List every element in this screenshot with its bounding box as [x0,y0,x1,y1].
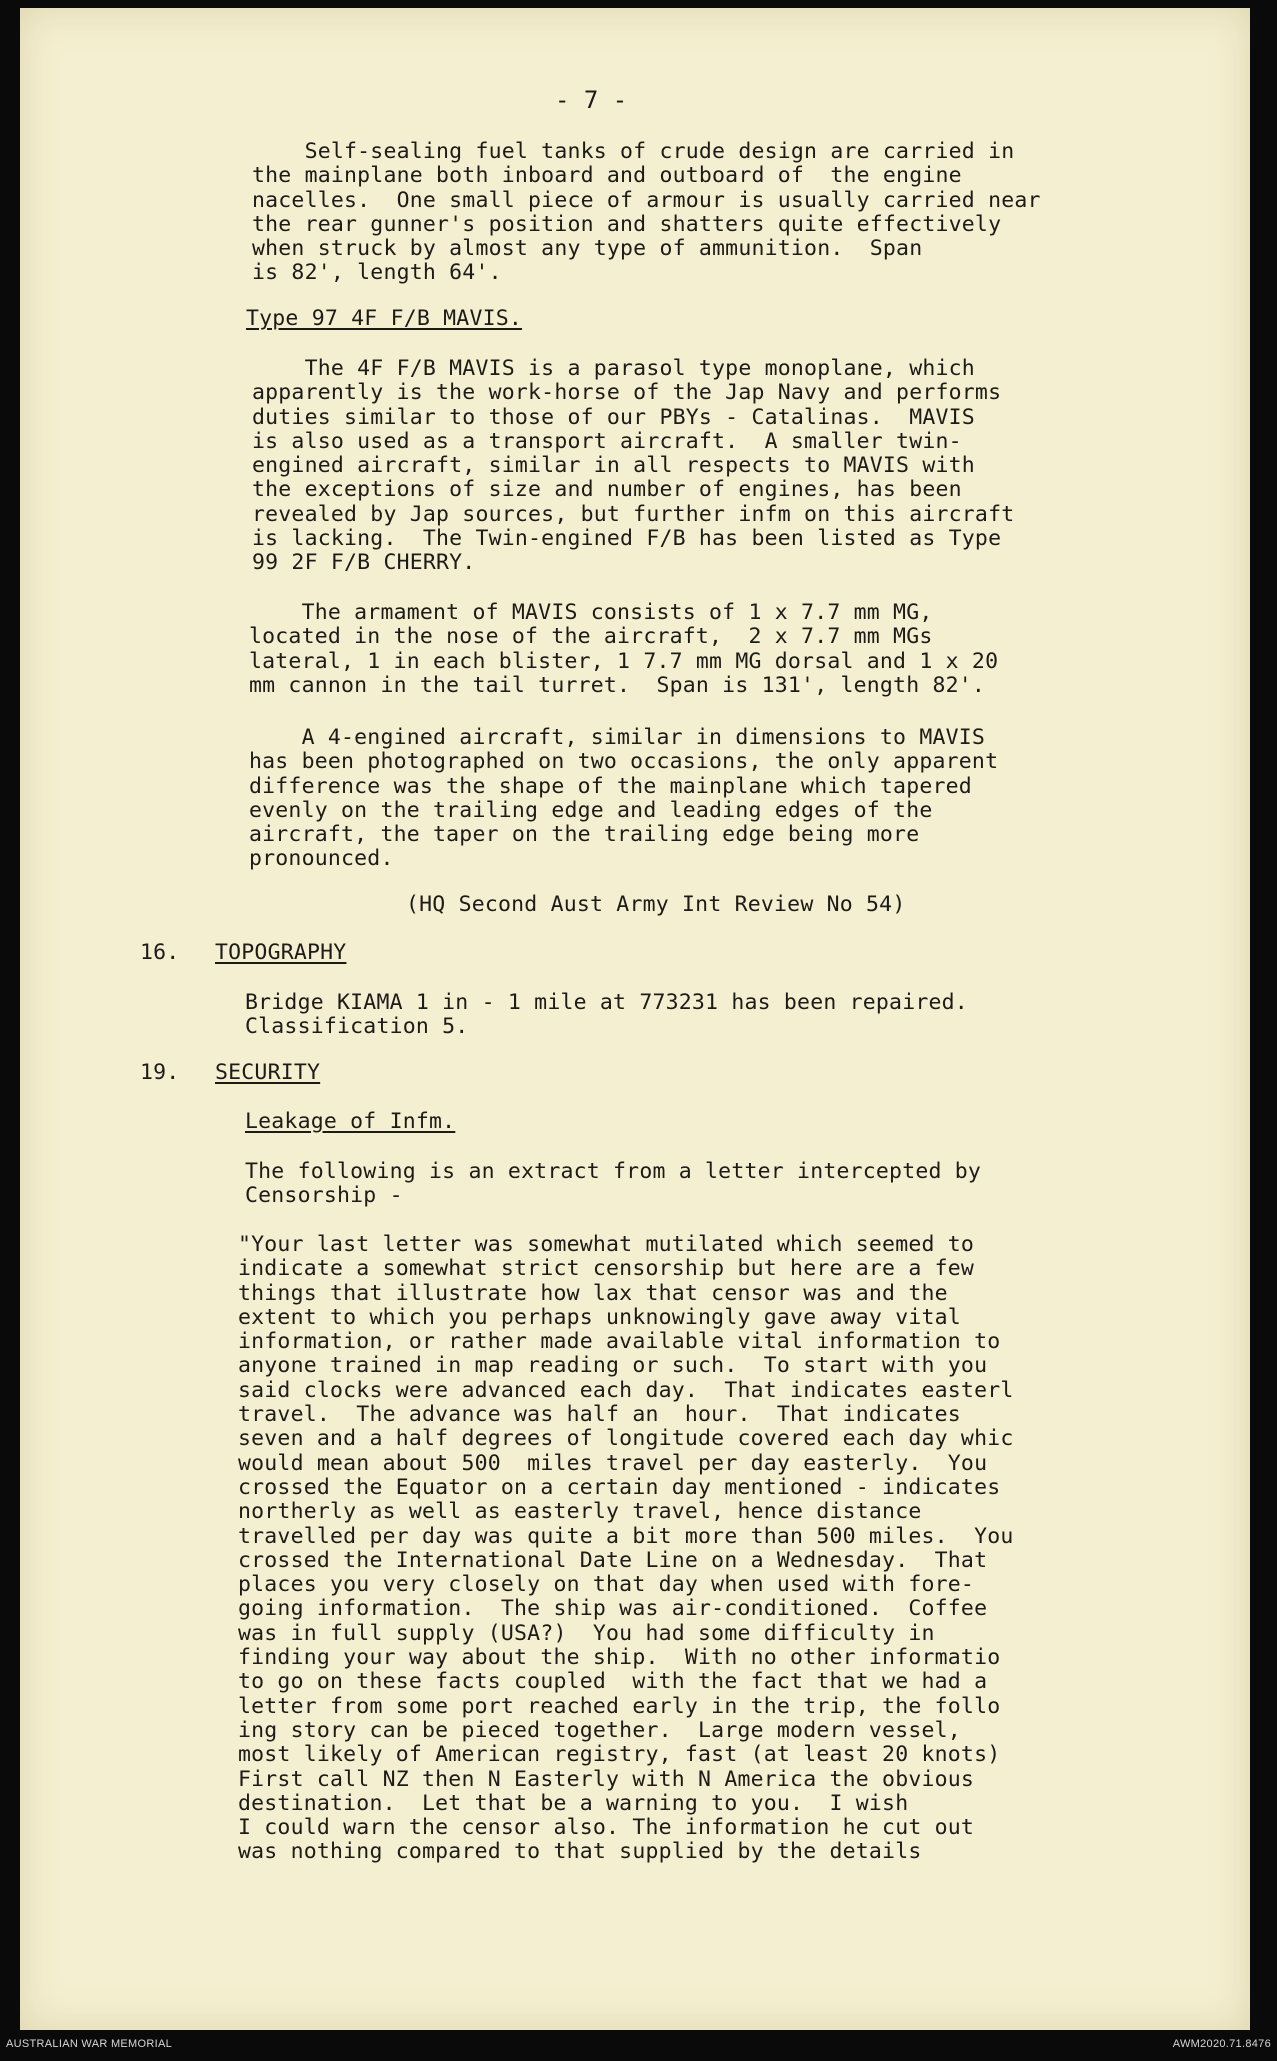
footer-institution: AUSTRALIAN WAR MEMORIAL [6,2038,173,2050]
letter-extract: "Your last letter was somewhat mutilated which seemed to indicate a somewhat strict censorship but here are a few things that illustrate how lax that censor was and the extent to which you perhaps unknowingly gave away vital information, or rather made available vital information to anyone trained in map reading or such. To start with you said clocks were advanced each day. That indicates easterl travel. The advance was half an hour. That indicates seven and a half degrees of longitude covered each day whic would mean about 500 miles travel per day easterly. You crossed the Equator on a certain day mentioned - indicates northerly as well as easterly travel, hence distance travelled per day was quite a bit more than 500 miles. You crossed the International Date Line on a Wednesday. That places you very closely on that day when used with fore- going information. The ship was air-conditioned. Coffee was in full supply (USA?) You had some difficulty in finding your way about the ship. With no other informatio to go on these facts coupled with the fact that we had a letter from some port reached early in the trip, the follo ing story can be pieced together. Large modern vessel, most likely of American registry, fast (at least 20 knots) First call NZ then N Easterly with N America the obvious destination. Let that be a warning to you. I wish I could warn the censor also. The information he cut out was nothing compared to that supplied by the details [238,1232,1014,1865]
heading-type97-mavis: Type 97 4F F/B MAVIS. [246,306,523,331]
subheading-leakage-of-infm: Leakage of Infm. [245,1109,456,1134]
page-number: - 7 - [555,86,628,114]
paragraph-topography: Bridge KIAMA 1 in - 1 mile at 773231 has been repaired. Classification 5. [245,990,968,1040]
paragraph-mavis-armament: The armament of MAVIS consists of 1 x 7.7 mm MG, located in the nose of the aircraft, 2 x 7.7 mm MGs lateral, 1 in each blister, 1 7.7 mm MG dorsal and 1 x 20 mm cannon in the tail turret. Span is 131', length 82'. [249,600,999,698]
footer-catalogue-id: AWM2020.71.8476 [1172,2038,1271,2050]
section-16-number: 16. [140,940,180,965]
section-19-title: SECURITY [215,1060,321,1085]
source-reference: (HQ Second Aust Army Int Review No 54) [406,892,906,917]
section-16-title: TOPOGRAPHY [215,940,347,965]
paragraph-intro: The following is an extract from a letter intercepted by Censorship - [245,1159,982,1209]
paragraph-fuel-tanks: Self-sealing fuel tanks of crude design are carried in the mainplane both inboard and outboard of the engine nacelles. One small piece of armour is usually carried near the rear gunner's position and shatters quite effectively when struck by almost any type of ammunition. Span is 82', length 64'. [252,139,1041,286]
paragraph-mavis-description: The 4F F/B MAVIS is a parasol type monoplane, which apparently is the work-horse of the Jap Navy and performs duties similar to those of our PBYs - Catalinas. MAVIS is also used as a transport aircraft. A smaller twin- engined aircraft, similar in all respects to MAVIS with the exceptions of size and number of engines, has been revealed by Jap sources, but further infm on this aircraft is lacking. The Twin-engined F/B has been listed as Type 99 2F F/B CHERRY. [252,356,1015,576]
section-19-number: 19. [140,1060,180,1085]
paragraph-four-engined-aircraft: A 4-engined aircraft, similar in dimensions to MAVIS has been photographed on two occasions, the only apparent difference was the shape of the mainplane which tapered evenly on the trailing edge and leading edges of the aircraft, the taper on the trailing edge being more pronounced. [249,725,999,872]
